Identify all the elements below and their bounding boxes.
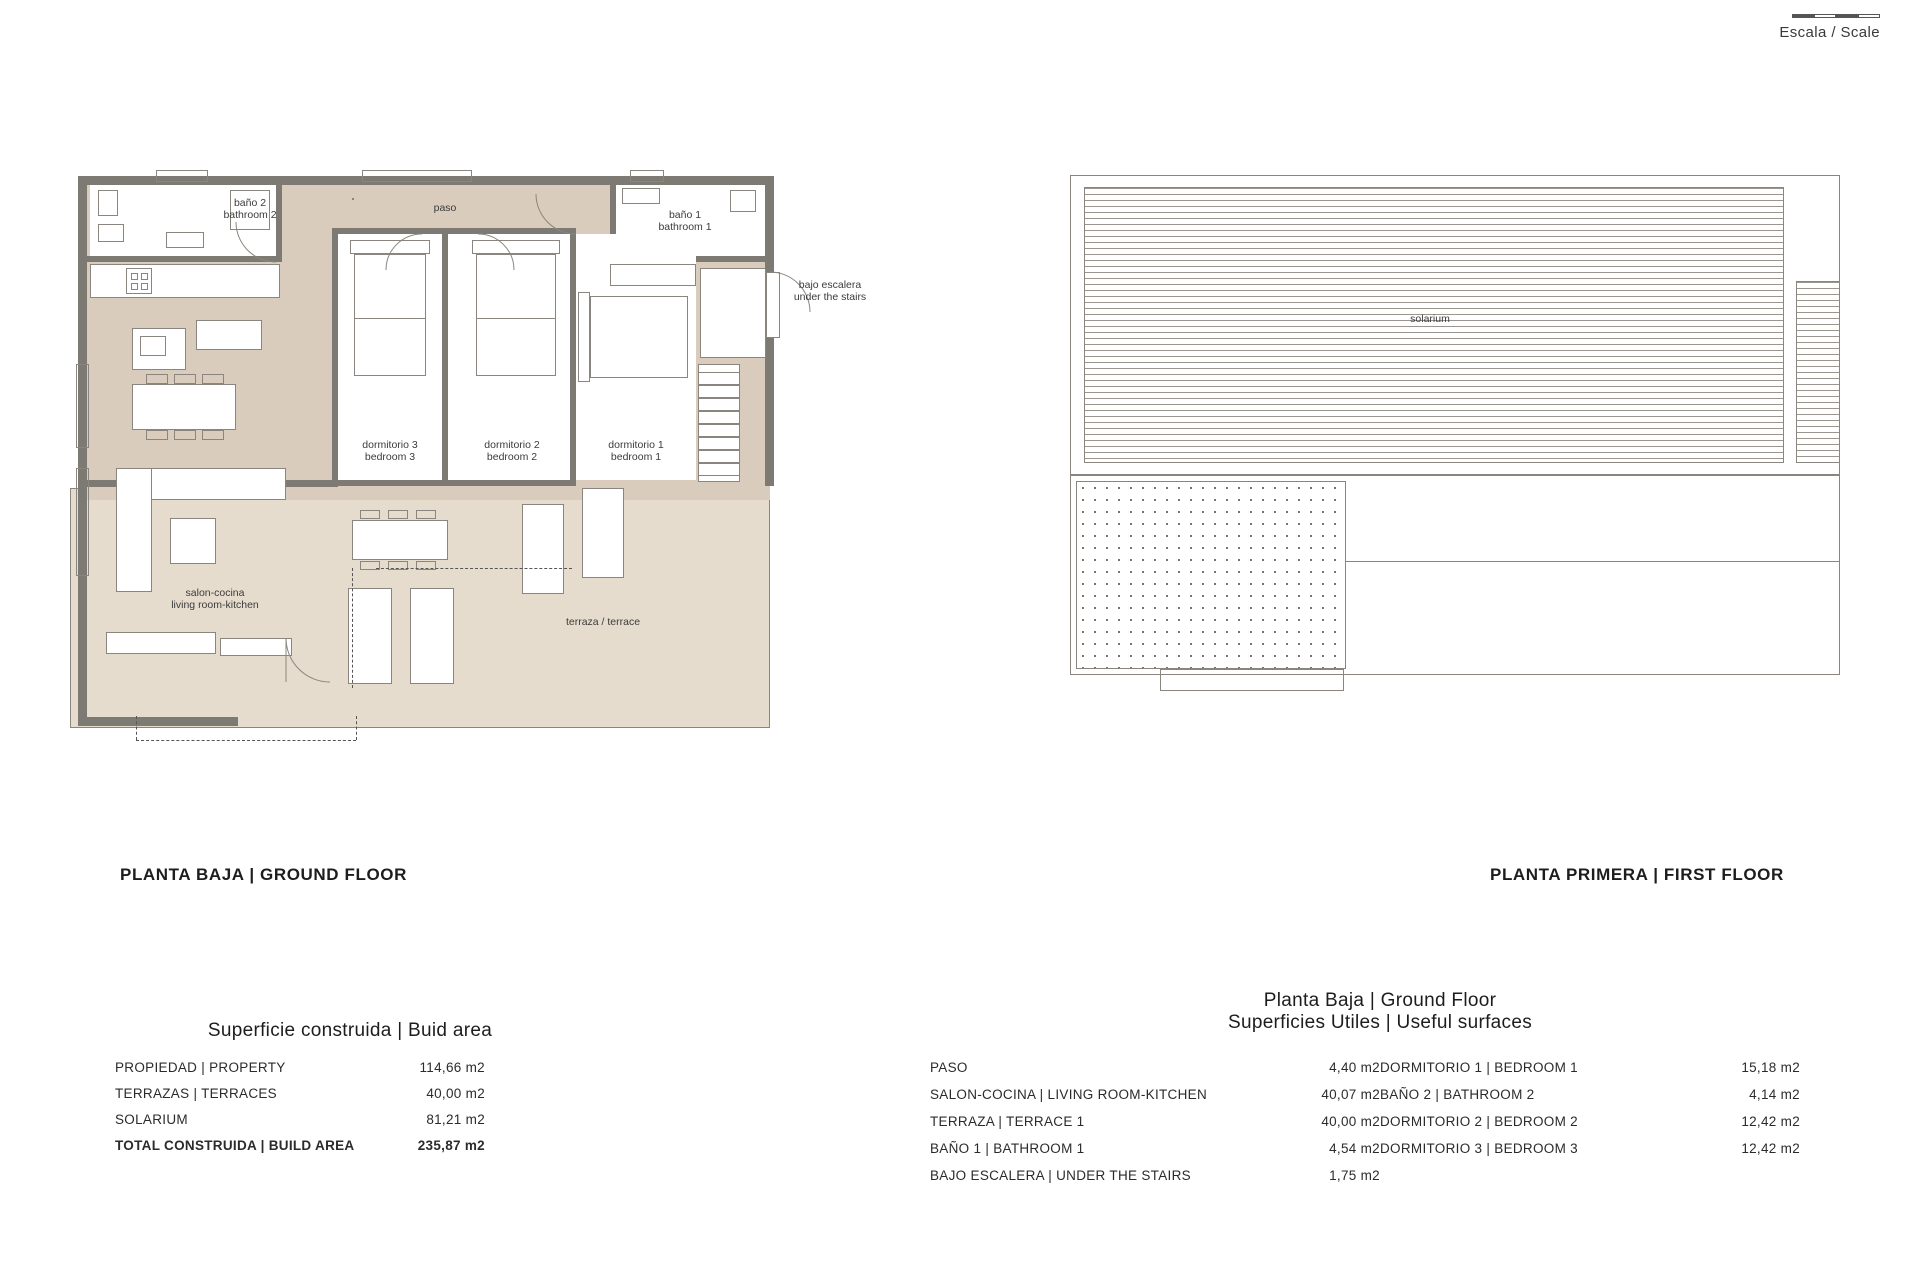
label-bedroom1-es: dormitorio 1 bbox=[608, 439, 664, 451]
list-item bbox=[930, 1114, 1380, 1129]
table-row bbox=[115, 1112, 585, 1127]
scale-label: Escala / Scale bbox=[1779, 24, 1880, 41]
door-swings bbox=[70, 168, 870, 808]
terrace-dining-table bbox=[352, 198, 354, 200]
built-area-label: TERRAZAS | TERRACES bbox=[115, 1086, 277, 1101]
outdoor-dining-table bbox=[352, 520, 448, 560]
label-bathroom1 bbox=[620, 210, 750, 233]
label-under-stairs-en: under the stairs bbox=[793, 290, 867, 303]
table-row bbox=[115, 1086, 585, 1101]
useful-label: DORMITORIO 3 | BEDROOM 3 bbox=[1380, 1141, 1578, 1156]
label-bathroom2-es: baño 2 bbox=[233, 197, 267, 209]
roof-gravel-area bbox=[1076, 481, 1346, 669]
table-row-total bbox=[115, 1138, 585, 1153]
built-area-value: 40,00 m2 bbox=[426, 1086, 485, 1101]
list-item bbox=[1380, 1114, 1800, 1129]
label-bedroom1-en: bedroom 1 bbox=[610, 450, 662, 463]
built-area-title: Superficie construida | Buid area bbox=[207, 1020, 493, 1041]
useful-value: 4,54 m2 bbox=[1329, 1141, 1380, 1156]
outdoor-chair bbox=[416, 510, 436, 519]
terrace-divider-line bbox=[376, 568, 572, 569]
list-item bbox=[1380, 1141, 1800, 1156]
label-under-stairs-es: bajo escalera bbox=[798, 279, 862, 291]
sun-lounger bbox=[410, 588, 454, 684]
useful-title-line1: Planta Baja | Ground Floor bbox=[1263, 990, 1497, 1011]
useful-surfaces-table bbox=[930, 990, 1830, 1195]
list-item bbox=[930, 1060, 1380, 1075]
list-item bbox=[930, 1141, 1380, 1156]
label-bathroom1-en: bathroom 1 bbox=[658, 220, 712, 233]
list-item bbox=[1380, 1087, 1800, 1102]
terrace-divider-vert bbox=[352, 568, 353, 688]
first-floor-caption: PLANTA PRIMERA | FIRST FLOOR bbox=[1490, 865, 1784, 884]
useful-label: DORMITORIO 2 | BEDROOM 2 bbox=[1380, 1114, 1578, 1129]
useful-surfaces-title bbox=[930, 990, 1830, 1034]
useful-value: 15,18 m2 bbox=[1741, 1060, 1800, 1075]
ground-floor-caption: PLANTA BAJA | GROUND FLOOR bbox=[120, 865, 407, 884]
first-floor-plan bbox=[1060, 165, 1880, 795]
useful-value: 1,75 m2 bbox=[1329, 1168, 1380, 1183]
scale-indicator bbox=[1779, 14, 1880, 41]
solarium-deck-right bbox=[1796, 281, 1840, 463]
useful-label: DORMITORIO 1 | BEDROOM 1 bbox=[1380, 1060, 1578, 1075]
table-row bbox=[115, 1060, 585, 1075]
label-bedroom2 bbox=[452, 440, 572, 463]
built-area-value: 235,87 m2 bbox=[417, 1138, 485, 1153]
label-bedroom3-es: dormitorio 3 bbox=[362, 439, 418, 451]
label-living-es: salon-cocina bbox=[185, 587, 245, 599]
built-area-table bbox=[115, 1020, 585, 1164]
built-area-label: TOTAL CONSTRUIDA | BUILD AREA bbox=[115, 1138, 355, 1153]
label-under-stairs bbox=[770, 280, 890, 303]
useful-label: SALON-COCINA | LIVING ROOM-KITCHEN bbox=[930, 1087, 1207, 1102]
built-area-label: PROPIEDAD | PROPERTY bbox=[115, 1060, 286, 1075]
outline-dash-left bbox=[136, 716, 137, 740]
label-living-kitchen bbox=[140, 588, 290, 611]
useful-value: 4,14 m2 bbox=[1749, 1087, 1800, 1102]
scale-segment bbox=[1836, 14, 1858, 18]
sun-lounger bbox=[582, 488, 624, 578]
built-area-label: SOLARIUM bbox=[115, 1112, 188, 1127]
useful-value: 4,40 m2 bbox=[1329, 1060, 1380, 1075]
useful-label: BAÑO 2 | BATHROOM 2 bbox=[1380, 1087, 1535, 1102]
label-bathroom2 bbox=[190, 198, 310, 221]
label-bedroom2-es: dormitorio 2 bbox=[484, 439, 540, 451]
scale-segment bbox=[1858, 14, 1880, 18]
scale-segment bbox=[1814, 14, 1836, 18]
useful-value: 40,07 m2 bbox=[1321, 1087, 1380, 1102]
useful-label: PASO bbox=[930, 1060, 968, 1075]
label-solarium: solarium bbox=[1410, 313, 1450, 325]
useful-label: TERRAZA | TERRACE 1 bbox=[930, 1114, 1085, 1129]
roof-step-outline bbox=[1346, 561, 1840, 569]
sun-lounger bbox=[348, 588, 392, 684]
outdoor-chair bbox=[388, 510, 408, 519]
solarium-deck bbox=[1084, 187, 1784, 463]
useful-title-line2: Superficies Utiles | Useful surfaces bbox=[1227, 1012, 1532, 1033]
label-bedroom2-en: bedroom 2 bbox=[486, 450, 538, 463]
label-terrace: terraza / terrace bbox=[565, 616, 641, 628]
label-bedroom3 bbox=[330, 440, 450, 463]
label-bedroom1 bbox=[576, 440, 696, 463]
label-bathroom1-es: baño 1 bbox=[668, 209, 702, 221]
useful-right-column bbox=[1380, 1060, 1800, 1195]
useful-label: BAÑO 1 | BATHROOM 1 bbox=[930, 1141, 1085, 1156]
outline-dash-right bbox=[356, 716, 357, 740]
label-bedroom3-en: bedroom 3 bbox=[364, 450, 416, 463]
useful-value: 12,42 m2 bbox=[1741, 1141, 1800, 1156]
outdoor-chair bbox=[360, 510, 380, 519]
built-area-value: 81,21 m2 bbox=[426, 1112, 485, 1127]
sun-lounger bbox=[522, 504, 564, 594]
label-bathroom2-en: bathroom 2 bbox=[223, 208, 277, 221]
list-item bbox=[930, 1168, 1380, 1183]
list-item bbox=[930, 1087, 1380, 1102]
useful-value: 40,00 m2 bbox=[1321, 1114, 1380, 1129]
scale-segment bbox=[1792, 14, 1814, 18]
roof-notch bbox=[1346, 481, 1546, 561]
roof-bottom-extension bbox=[1160, 669, 1344, 691]
label-paso: paso bbox=[433, 202, 457, 214]
label-living-en: living room-kitchen bbox=[171, 598, 259, 611]
useful-value: 12,42 m2 bbox=[1741, 1114, 1800, 1129]
list-item bbox=[1380, 1060, 1800, 1075]
useful-left-column bbox=[930, 1060, 1380, 1195]
useful-label: BAJO ESCALERA | UNDER THE STAIRS bbox=[930, 1168, 1191, 1183]
scale-bar bbox=[1779, 14, 1880, 18]
ground-floor-plan bbox=[70, 168, 870, 808]
outline-dash-bottom bbox=[136, 740, 356, 741]
built-area-value: 114,66 m2 bbox=[419, 1060, 485, 1075]
